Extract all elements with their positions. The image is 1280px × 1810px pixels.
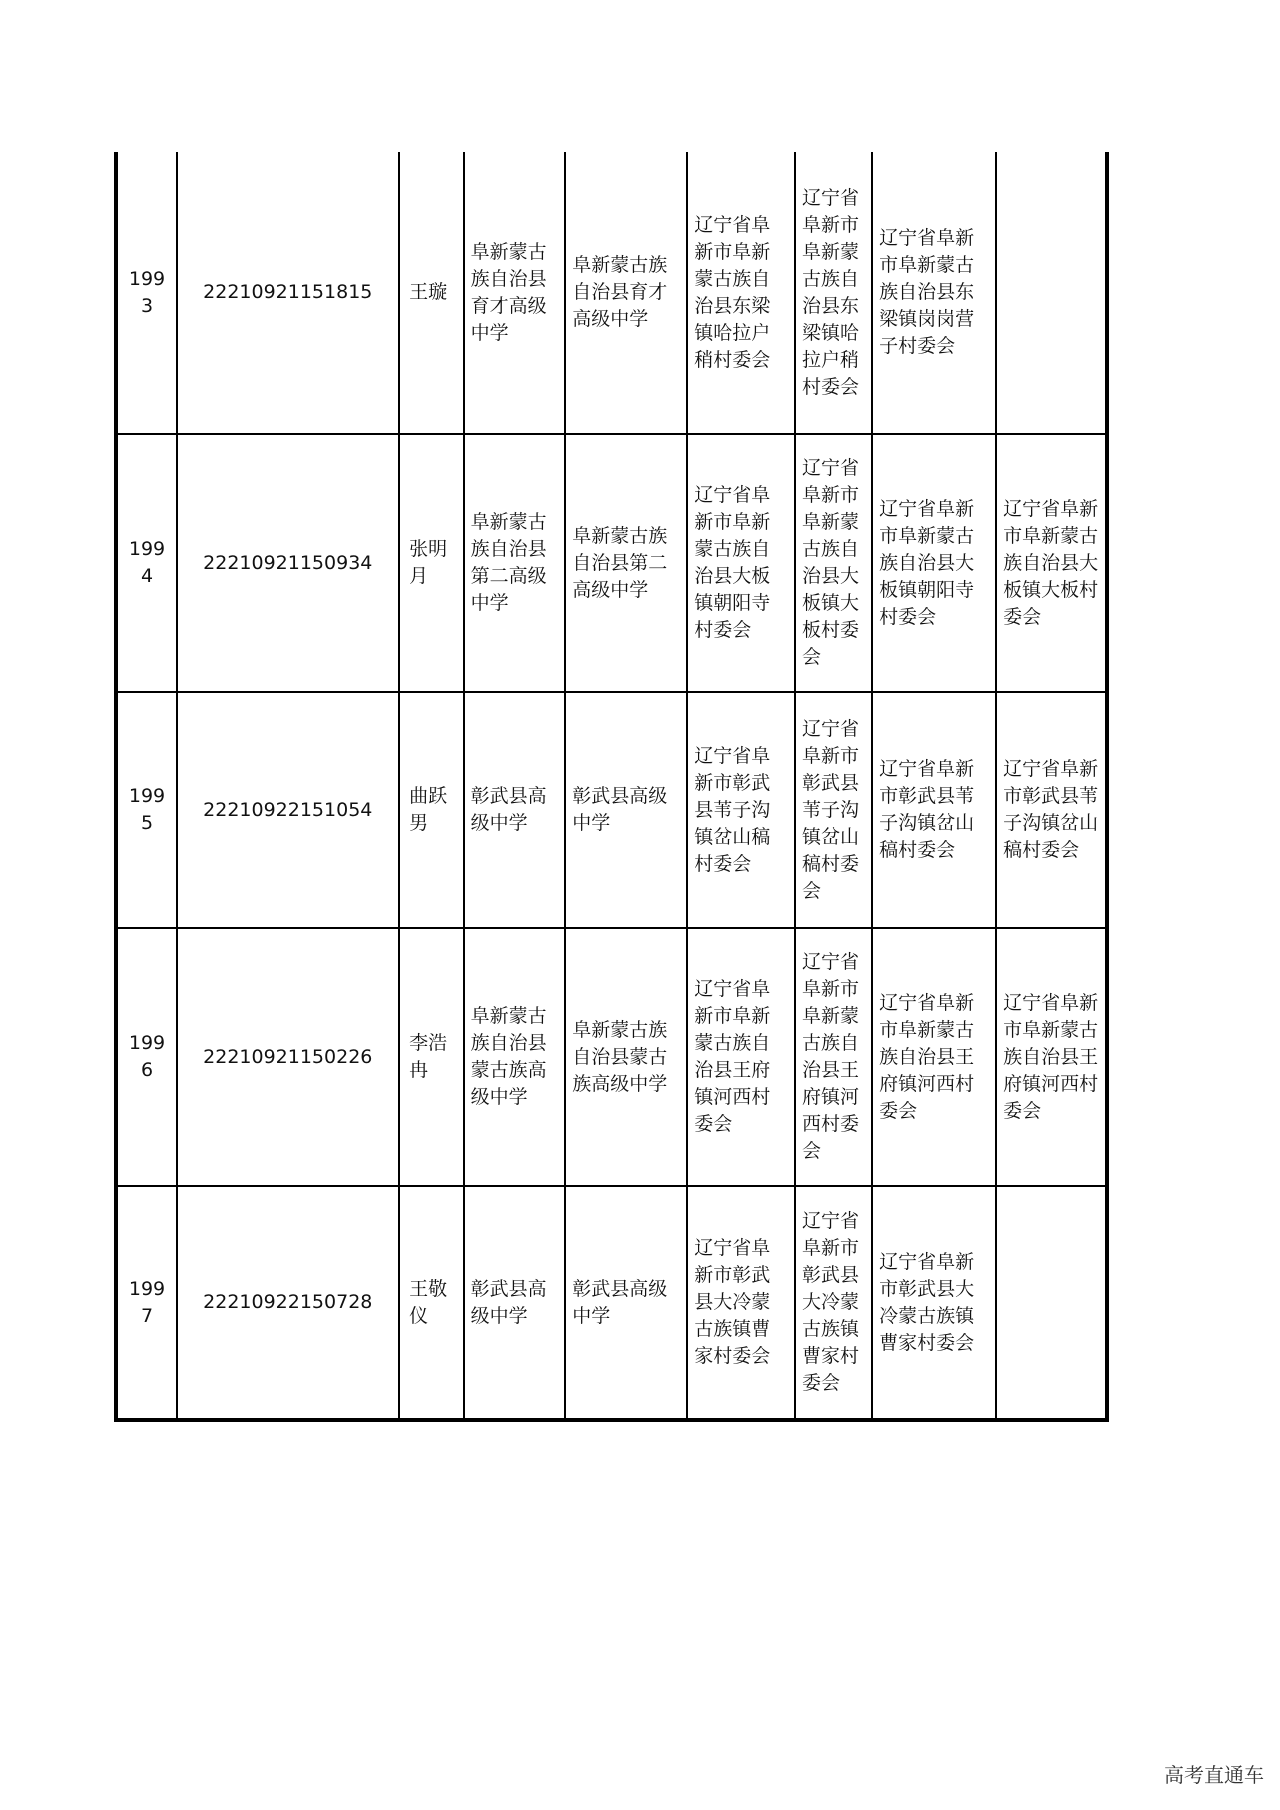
- watermark-text: 高考直通车: [1164, 1763, 1264, 1787]
- address-cell-1: 辽宁省阜新市彰武县苇子沟镇岔山稿村委会: [687, 692, 795, 928]
- address-cell-3: 辽宁省阜新市阜新蒙古族自治县大板镇朝阳寺村委会: [872, 434, 996, 692]
- seq-cell: 1997: [116, 1186, 177, 1420]
- address-cell-3: 辽宁省阜新市阜新蒙古族自治县王府镇河西村委会: [872, 928, 996, 1186]
- address-cell-1: 辽宁省阜新市彰武县大冷蒙古族镇曹家村委会: [687, 1186, 795, 1420]
- table-row: [116, 434, 1107, 692]
- exam-id-cell: 22210921150934: [177, 434, 399, 692]
- table-row: [116, 152, 1107, 434]
- address-cell-1: 辽宁省阜新市阜新蒙古族自治县东梁镇哈拉户稍村委会: [687, 152, 795, 434]
- address-cell-2: 辽宁省阜新市阜新蒙古族自治县大板镇大板村委会: [795, 434, 872, 692]
- school2-cell: 彰武县高级中学: [565, 1186, 687, 1420]
- name-cell: [399, 434, 464, 692]
- table-row: [116, 1186, 1107, 1420]
- name-cell: [399, 928, 464, 1186]
- records-table: [114, 152, 1109, 1422]
- seq-cell: 1996: [116, 928, 177, 1186]
- school-cell: 阜新蒙古族自治县育才高级中学: [464, 152, 566, 434]
- school2-cell: 阜新蒙古族自治县育才高级中学: [565, 152, 687, 434]
- name-cell: [399, 152, 464, 434]
- school-cell: 阜新蒙古族自治县第二高级中学: [464, 434, 566, 692]
- school2-cell: 阜新蒙古族自治县蒙古族高级中学: [565, 928, 687, 1186]
- name-text: 王敬仪: [409, 1277, 448, 1327]
- address-cell-3: 辽宁省阜新市阜新蒙古族自治县东梁镇岗岗营子村委会: [872, 152, 996, 434]
- seq-cell: 1995: [116, 692, 177, 928]
- name-text: 李浩冉: [409, 1032, 448, 1081]
- school-cell: 彰武县高级中学: [464, 692, 566, 928]
- name-text: 张明月: [409, 538, 448, 587]
- seq-cell: 1993: [116, 152, 177, 434]
- table-row: [116, 692, 1107, 928]
- data-sheet: [114, 152, 1109, 1420]
- address-cell-4: 辽宁省阜新市彰武县苇子沟镇岔山稿村委会: [996, 692, 1107, 928]
- exam-id-cell: 22210922151054: [177, 692, 399, 928]
- address-cell-3: 辽宁省阜新市彰武县大冷蒙古族镇曹家村委会: [872, 1186, 996, 1420]
- school-cell: 彰武县高级中学: [464, 1186, 566, 1420]
- table-row: [116, 928, 1107, 1186]
- school2-cell: 阜新蒙古族自治县第二高级中学: [565, 434, 687, 692]
- address-cell-2: 辽宁省阜新市阜新蒙古族自治县王府镇河西村委会: [795, 928, 872, 1186]
- address-cell-1: 辽宁省阜新市阜新蒙古族自治县大板镇朝阳寺村委会: [687, 434, 795, 692]
- address-cell-4: [996, 152, 1107, 434]
- address-cell-3: 辽宁省阜新市彰武县苇子沟镇岔山稿村委会: [872, 692, 996, 928]
- address-cell-2: 辽宁省阜新市彰武县苇子沟镇岔山稿村委会: [795, 692, 872, 928]
- address-cell-4: [996, 1186, 1107, 1420]
- exam-id-cell: 22210922150728: [177, 1186, 399, 1420]
- exam-id-cell: 22210921151815: [177, 152, 399, 434]
- address-cell-4: 辽宁省阜新市阜新蒙古族自治县大板镇大板村委会: [996, 434, 1107, 692]
- seq-cell: 1994: [116, 434, 177, 692]
- address-cell-2: 辽宁省阜新市彰武县大冷蒙古族镇曹家村委会: [795, 1186, 872, 1420]
- name-text: 王璇: [409, 281, 448, 303]
- exam-id-cell: 22210921150226: [177, 928, 399, 1186]
- address-cell-4: 辽宁省阜新市阜新蒙古族自治县王府镇河西村委会: [996, 928, 1107, 1186]
- address-cell-1: 辽宁省阜新市阜新蒙古族自治县王府镇河西村委会: [687, 928, 795, 1186]
- name-cell: [399, 692, 464, 928]
- name-cell: [399, 1186, 464, 1420]
- name-text: 曲跃男: [409, 785, 448, 834]
- school-cell: 阜新蒙古族自治县蒙古族高级中学: [464, 928, 566, 1186]
- address-cell-2: 辽宁省阜新市阜新蒙古族自治县东梁镇哈拉户稍村委会: [795, 152, 872, 434]
- school2-cell: 彰武县高级中学: [565, 692, 687, 928]
